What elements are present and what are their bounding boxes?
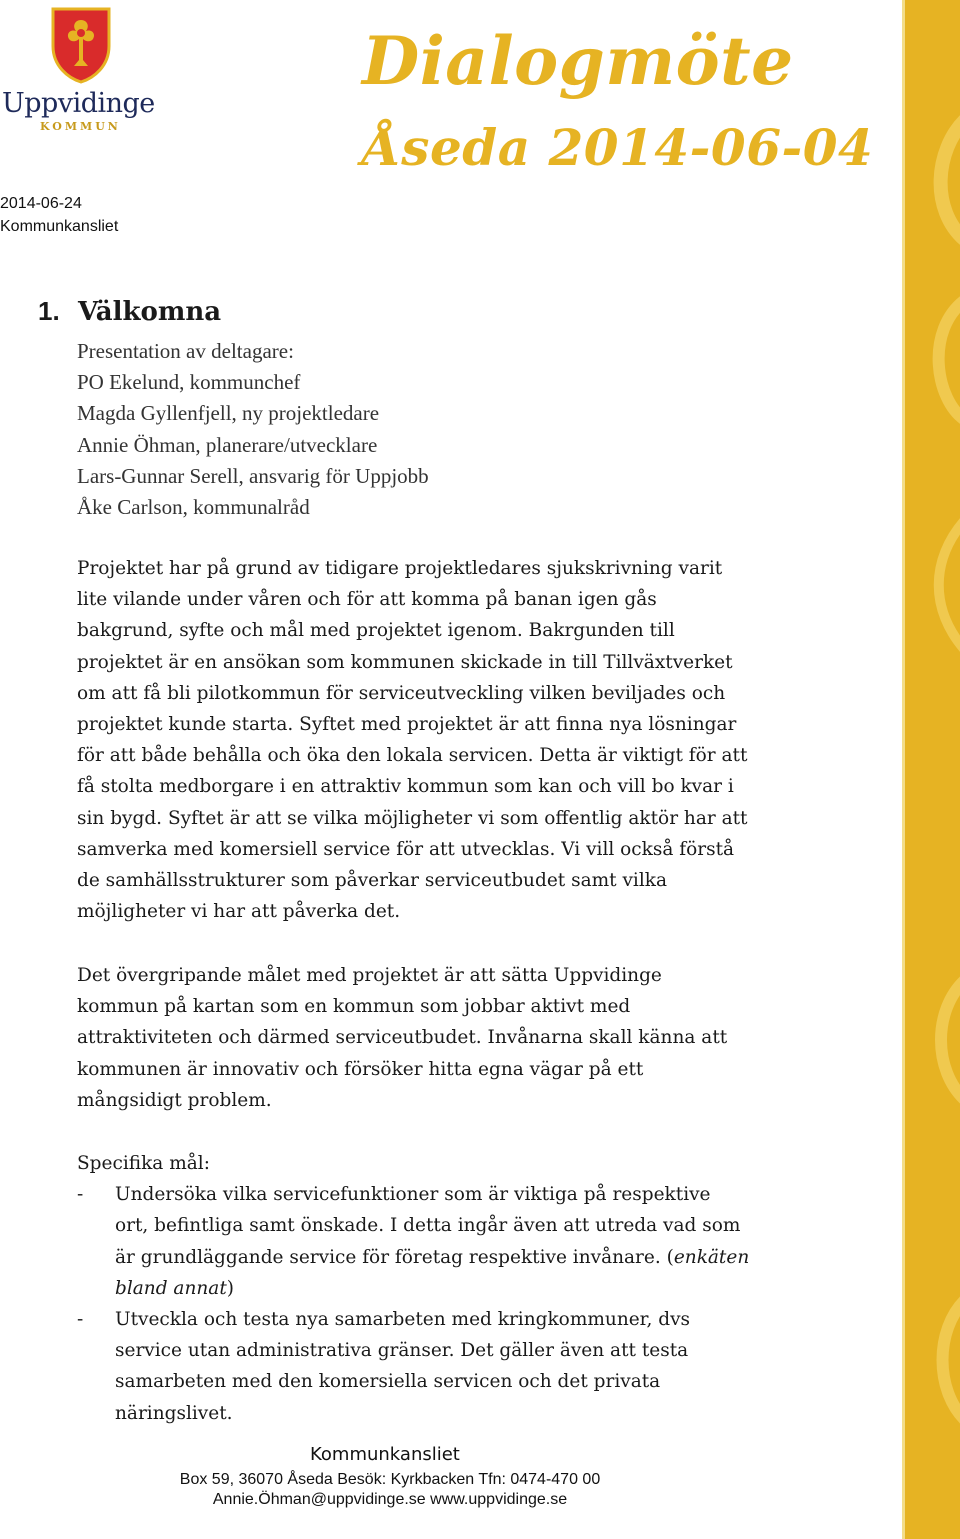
bullet-dash: -: [77, 1308, 84, 1330]
logo-subtitle: KOMMUN: [40, 120, 121, 133]
paragraph-line: få stolta medborgare i en attraktiv kommun som kan och vill bo kvar i: [77, 776, 734, 798]
document-subtitle: Åseda 2014-06-04: [362, 118, 874, 177]
goal-text-line: [77, 1273, 817, 1304]
goal-text: näringslivet.: [115, 1402, 233, 1424]
footer-address: Box 59, 36070 Åseda Besök: Kyrkbacken Tfn: 0474-470 00: [179, 1471, 601, 1488]
goal-text: ort, befintliga samt önskade. I detta ingår även att utreda vad som: [115, 1215, 741, 1237]
paragraph-line: om att få bli pilotkommun för serviceutveckling vilken beviljades och: [77, 682, 726, 704]
participant-item: PO Ekelund, kommunchef: [77, 370, 301, 395]
goal-text: Undersöka vilka servicefunktioner som är viktiga på respektive: [115, 1184, 711, 1206]
participants-list: [77, 336, 817, 523]
goal-text: samarbeten med den komersiella servicen och det privata: [115, 1371, 661, 1393]
paragraph-line: kommunen är innovativ och försöker hitta egna vägar på ett: [77, 1058, 644, 1080]
goal-text: är grundläggande service för företag respektive invånare. (: [115, 1246, 674, 1268]
goal-text: ): [226, 1277, 234, 1299]
paragraph-line: projektet är en ansökan som kommunen skickade in till Tillväxtverket: [77, 651, 733, 673]
paragraph-line: attraktiviteten och därmed serviceutbudet. Invånarna skall känna att: [77, 1027, 728, 1049]
paragraph-line: projektet kunde starta. Syftet med projektet är att finna nya lösningar: [77, 713, 737, 735]
specific-goals: [77, 1148, 817, 1429]
goal-text-line: [77, 1242, 817, 1273]
participant-item: Lars-Gunnar Serell, ansvarig för Uppjobb: [77, 463, 429, 488]
coat-of-arms-icon: [50, 6, 112, 84]
document-meta: [0, 192, 118, 238]
goal-item-1-line: [77, 1179, 817, 1210]
background-paragraph: [77, 553, 817, 927]
participant-item: Annie Öhman, planerare/utvecklare: [77, 432, 378, 457]
participant-item: Åke Carlson, kommunalråd: [77, 494, 310, 519]
section-title: Välkomna: [78, 297, 222, 327]
band-ornament-pattern: [905, 0, 960, 1539]
goal-item-2-line: [77, 1304, 817, 1335]
bullet-dash: -: [77, 1184, 84, 1206]
paragraph-line: för att både behålla och öka den lokala servicen. Detta är viktigt för att: [77, 745, 748, 767]
document-title: Dialogmöte: [362, 22, 794, 100]
goal-text-italic: enkäten: [673, 1246, 750, 1268]
footer-email-web: Annie.Öhman@uppvidinge.se www.uppvidinge.se: [212, 1491, 568, 1508]
goals-heading: Specifika mål:: [77, 1153, 210, 1174]
paragraph-line: bakgrund, syfte och mål med projektet igenom. Bakrgunden till: [77, 620, 675, 642]
logo-wordmark: Uppvidinge: [2, 88, 155, 119]
paragraph-line: de samhällsstrukturer som påverkar serviceutbudet samt vilka: [77, 869, 667, 891]
footer-contact: [167, 1470, 613, 1510]
municipality-logo: [0, 6, 165, 131]
goal-text-italic: bland annat: [115, 1277, 227, 1299]
document-date: 2014-06-24: [0, 195, 82, 212]
paragraph-line: möjligheter vi har att påverka det.: [77, 901, 401, 923]
paragraph-line: kommun på kartan som en kommun som jobbar aktivt med: [77, 996, 631, 1018]
participant-item: Magda Gyllenfjell, ny projektledare: [77, 401, 380, 426]
goal-text: service utan administrativa gränser. Det gäller även att testa: [115, 1340, 689, 1362]
decorative-side-band: [905, 0, 960, 1539]
section-heading: [38, 296, 221, 327]
paragraph-line: samverka med komersiell service för att utvecklas. Vi vill också förstå: [77, 838, 735, 860]
participants-intro: Presentation av deltagare:: [77, 339, 294, 363]
footer-department: Kommunkansliet: [310, 1444, 460, 1465]
paragraph-line: lite vilande under våren och för att komma på banan igen gås: [77, 589, 657, 611]
goal-paragraph: [77, 960, 817, 1116]
section-number: 1.: [38, 296, 60, 326]
paragraph-line: Projektet har på grund av tidigare projektledares sjukskrivning varit: [77, 558, 723, 579]
paragraph-line: sin bygd. Syftet är att se vilka möjligheter vi som offentlig aktör har att: [77, 807, 748, 829]
goal-text: Utveckla och testa nya samarbeten med kringkommuner, dvs: [115, 1308, 691, 1330]
paragraph-line: Det övergripande målet med projektet är att sätta Uppvidinge: [77, 965, 662, 986]
paragraph-line: mångsidigt problem.: [77, 1089, 272, 1111]
document-department: Kommunkansliet: [0, 218, 119, 235]
